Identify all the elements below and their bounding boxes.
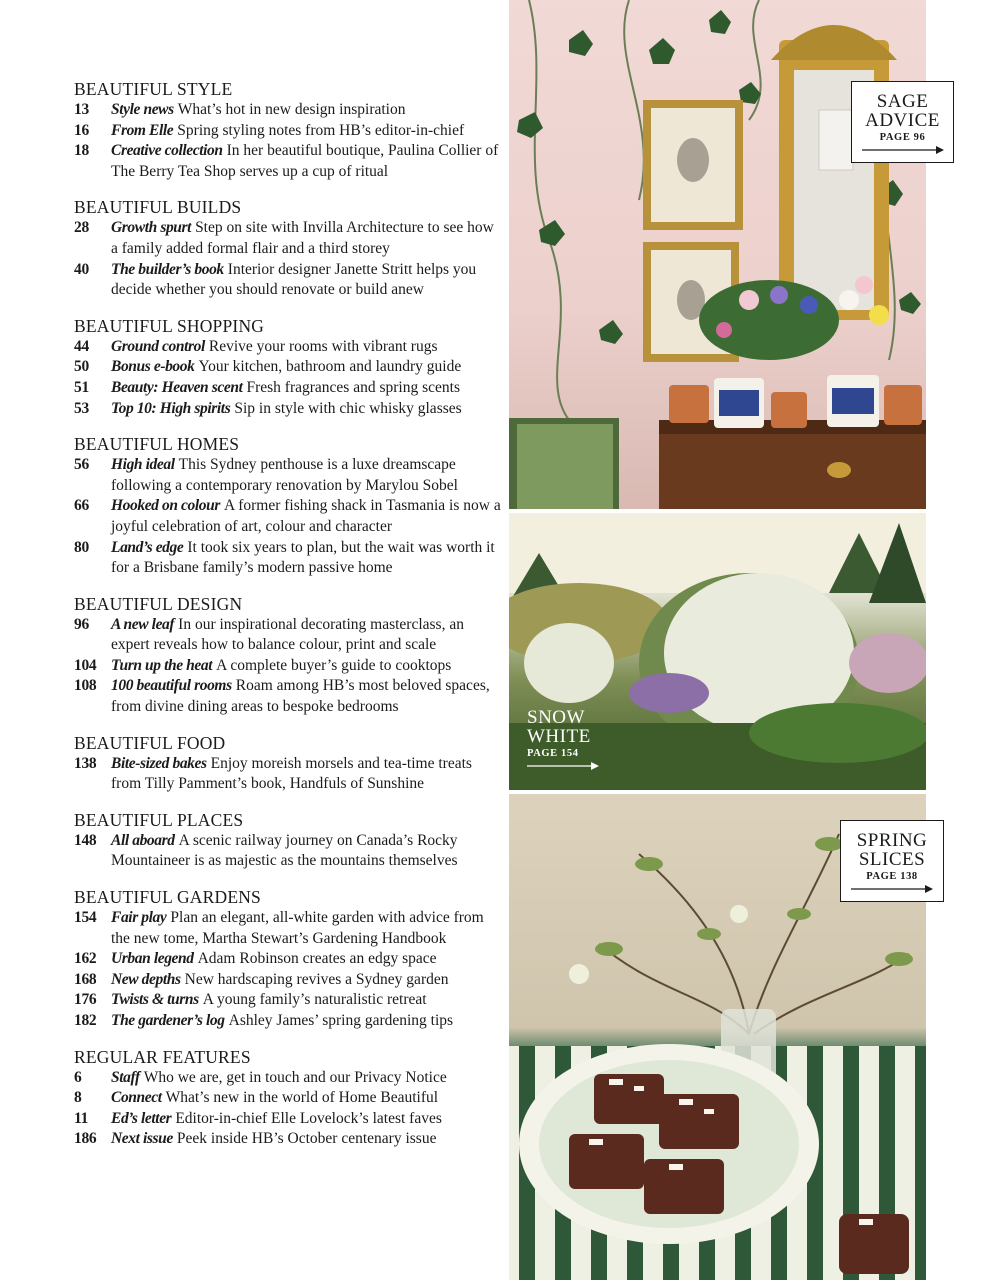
toc-entry[interactable] bbox=[74, 357, 504, 378]
entry-body bbox=[111, 908, 504, 949]
toc-entry[interactable] bbox=[74, 399, 504, 420]
callout-page-ref: PAGE 138 bbox=[866, 871, 918, 882]
interior-illustration bbox=[509, 0, 926, 509]
table-of-contents bbox=[74, 78, 504, 1164]
entry-title: New depths bbox=[111, 970, 181, 988]
entry-body bbox=[111, 970, 504, 991]
entry-body bbox=[111, 100, 504, 121]
entry-description: A young family’s naturalistic retreat bbox=[202, 991, 427, 1009]
section-title: BEAUTIFUL FOOD bbox=[74, 732, 226, 753]
page-number: 11 bbox=[74, 1109, 89, 1127]
section-title: BEAUTIFUL GARDENS bbox=[74, 887, 261, 908]
entry-body bbox=[111, 990, 504, 1011]
toc-entry[interactable] bbox=[74, 378, 504, 399]
section-title: BEAUTIFUL HOMES bbox=[74, 434, 240, 455]
toc-section bbox=[74, 732, 504, 795]
page-number: 56 bbox=[74, 456, 89, 474]
entry-title: Urban legend bbox=[111, 950, 194, 968]
entry-body bbox=[111, 141, 504, 182]
toc-entry[interactable] bbox=[74, 141, 504, 182]
entry-description: Your kitchen, bathroom and laundry guide bbox=[198, 358, 462, 376]
toc-entry[interactable] bbox=[74, 218, 504, 259]
entry-title: The gardener’s log bbox=[111, 1012, 225, 1029]
entry-description: A scenic railway journey on Canada’s Rocky Mountaineer is as majestic as the mountains themselves bbox=[111, 831, 458, 870]
toc-entry[interactable] bbox=[74, 455, 504, 496]
entry-description: In her beautiful boutique, Paulina Collier of The Berry Tea Shop serves up a cup of ritual bbox=[111, 142, 499, 180]
entry-title: High ideal bbox=[111, 456, 175, 474]
entry-body bbox=[111, 538, 504, 579]
callout-title-line2: WHITE bbox=[527, 726, 591, 747]
entry-title: Land’s edge bbox=[111, 538, 184, 556]
snow-white-callout[interactable] bbox=[527, 708, 599, 770]
entry-title: Growth spurt bbox=[111, 219, 192, 237]
entry-body bbox=[111, 1088, 504, 1109]
entry-description: In our inspirational decorating masterclass, an expert reveals how to balance colour, print and scale bbox=[111, 615, 464, 654]
callout-title-line1: SPRING bbox=[856, 830, 928, 851]
entry-title: Ed’s letter bbox=[111, 1109, 172, 1127]
toc-section bbox=[74, 809, 504, 872]
entry-title: The builder’s book bbox=[111, 260, 224, 278]
callout-page-ref: PAGE 96 bbox=[879, 132, 926, 143]
page-number: 44 bbox=[74, 337, 89, 355]
entry-body bbox=[111, 615, 504, 656]
toc-entry[interactable] bbox=[74, 1088, 504, 1109]
entry-title: Staff bbox=[111, 1068, 140, 1086]
page-number: 148 bbox=[74, 831, 97, 849]
entry-title: Beauty: Heaven scent bbox=[111, 378, 243, 396]
callout-title-line1: SAGE bbox=[876, 91, 929, 112]
toc-entry[interactable] bbox=[74, 496, 504, 537]
arrow-right-icon bbox=[862, 146, 944, 154]
toc-entry[interactable] bbox=[74, 908, 504, 949]
page-number: 186 bbox=[74, 1130, 97, 1148]
entry-title: Style news bbox=[111, 101, 174, 118]
entry-description: A former fishing shack in Tasmania is now a joyful celebration of art, colour and character bbox=[111, 497, 501, 535]
entry-title: Bonus e-book bbox=[111, 358, 195, 376]
entry-description: It took six years to plan, but the wait was worth it for a Brisbane family’s modern passive home bbox=[111, 538, 495, 577]
callout-title-line2: ADVICE bbox=[865, 110, 940, 131]
arrow-right-icon bbox=[527, 762, 599, 770]
entry-description: This Sydney penthouse is a luxe dreamscape following a contemporary renovation by Marylou Sobel bbox=[111, 456, 458, 494]
entry-description: A complete buyer’s guide to cooktops bbox=[216, 656, 452, 674]
toc-entry[interactable] bbox=[74, 831, 504, 872]
page-number: 28 bbox=[74, 219, 89, 237]
toc-entry[interactable] bbox=[74, 656, 504, 677]
entry-title: A new leaf bbox=[111, 615, 175, 633]
entry-description: Fresh fragrances and spring scents bbox=[246, 378, 460, 396]
page-number: 162 bbox=[74, 950, 97, 968]
toc-section bbox=[74, 433, 504, 579]
entry-body bbox=[111, 1129, 504, 1150]
entry-title: 100 beautiful rooms bbox=[111, 677, 232, 695]
entry-title: Hooked on colour bbox=[111, 497, 220, 515]
page-number: 96 bbox=[74, 615, 89, 633]
entry-title: Connect bbox=[111, 1089, 162, 1107]
entry-description: What’s new in the world of Home Beautiful bbox=[165, 1089, 439, 1107]
page-number: 80 bbox=[74, 538, 89, 556]
sage-advice-callout[interactable] bbox=[851, 81, 954, 163]
spring-slices-callout[interactable] bbox=[840, 820, 944, 902]
page-number: 168 bbox=[74, 970, 97, 988]
toc-entry[interactable] bbox=[74, 337, 504, 358]
toc-entry[interactable] bbox=[74, 100, 504, 121]
toc-entry[interactable] bbox=[74, 538, 504, 579]
entry-description: Enjoy moreish morsels and tea-time treats from Tilly Pamment’s book, Handfuls of Sunshine bbox=[111, 754, 472, 793]
entry-description: Editor-in-chief Elle Lovelock’s latest faves bbox=[175, 1109, 442, 1127]
toc-entry[interactable] bbox=[74, 676, 504, 717]
toc-entry[interactable] bbox=[74, 260, 504, 301]
page-number: 16 bbox=[74, 121, 89, 139]
entry-description: Sip in style with chic whisky glasses bbox=[234, 399, 462, 417]
entry-body bbox=[111, 831, 504, 872]
entry-title: Top 10: High spirits bbox=[111, 399, 231, 417]
entry-title: Twists & turns bbox=[111, 991, 199, 1009]
toc-entry[interactable] bbox=[74, 615, 504, 656]
entry-body bbox=[111, 656, 504, 677]
entry-description: Ashley James’ spring gardening tips bbox=[228, 1012, 454, 1029]
entry-description: Adam Robinson creates an edgy space bbox=[197, 950, 437, 968]
entry-body bbox=[111, 218, 504, 259]
page-number: 18 bbox=[74, 142, 89, 160]
page-number: 8 bbox=[74, 1089, 82, 1107]
toc-section bbox=[74, 196, 504, 300]
entry-body bbox=[111, 399, 504, 420]
section-title: BEAUTIFUL BUILDS bbox=[74, 197, 242, 218]
page-number: 104 bbox=[74, 656, 97, 674]
entry-body bbox=[111, 496, 504, 537]
entry-title: From Elle bbox=[111, 121, 174, 139]
entry-title: All aboard bbox=[111, 831, 175, 849]
entry-body bbox=[111, 1011, 504, 1032]
entry-title: Turn up the heat bbox=[111, 656, 213, 674]
page-number: 53 bbox=[74, 399, 89, 417]
toc-entry[interactable] bbox=[74, 121, 504, 142]
page-number: 66 bbox=[74, 497, 89, 515]
interior-photo bbox=[509, 0, 926, 509]
section-title: BEAUTIFUL PLACES bbox=[74, 809, 244, 830]
callout-title-line1: SNOW bbox=[527, 707, 585, 728]
entry-body bbox=[111, 1068, 504, 1089]
entry-body bbox=[111, 754, 504, 795]
toc-entry[interactable] bbox=[74, 1109, 504, 1130]
entry-body bbox=[111, 1109, 504, 1130]
arrow-right-icon bbox=[851, 885, 933, 893]
entry-description: Step on site with Invilla Architecture to see how a family added formal flair and a third storey bbox=[111, 219, 494, 257]
entry-body bbox=[111, 337, 504, 358]
toc-entry[interactable] bbox=[74, 1011, 504, 1032]
entry-title: Ground control bbox=[111, 337, 205, 355]
page-number: 138 bbox=[74, 754, 97, 772]
entry-description: Peek inside HB’s October centenary issue bbox=[176, 1130, 437, 1148]
page-number: 154 bbox=[74, 909, 97, 927]
page-number: 176 bbox=[74, 991, 97, 1009]
entry-body bbox=[111, 357, 504, 378]
entry-body bbox=[111, 378, 504, 399]
entry-body bbox=[111, 121, 504, 142]
toc-section bbox=[74, 1046, 504, 1150]
entry-body bbox=[111, 455, 504, 496]
entry-description: Interior designer Janette Stritt helps you decide whether you should renovate or build anew bbox=[111, 260, 477, 299]
section-title: BEAUTIFUL DESIGN bbox=[74, 593, 243, 614]
entry-title: Next issue bbox=[111, 1130, 173, 1148]
section-title: REGULAR FEATURES bbox=[74, 1046, 251, 1067]
toc-entry[interactable] bbox=[74, 1068, 504, 1089]
toc-section bbox=[74, 315, 504, 419]
entry-description: Plan an elegant, all-white garden with advice from the new tome, Martha Stewart’s Gardening Handbook bbox=[111, 909, 484, 947]
toc-section bbox=[74, 593, 504, 718]
entry-description: Revive your rooms with vibrant rugs bbox=[208, 337, 438, 355]
toc-entry[interactable] bbox=[74, 990, 504, 1011]
entry-description: New hardscaping revives a Sydney garden bbox=[184, 970, 449, 988]
toc-entry[interactable] bbox=[74, 754, 504, 795]
entry-title: Fair play bbox=[111, 909, 167, 927]
entry-description: What’s hot in new design inspiration bbox=[177, 101, 406, 118]
page-number: 13 bbox=[74, 101, 89, 118]
callout-title-line2: SLICES bbox=[858, 849, 926, 870]
section-title: BEAUTIFUL STYLE bbox=[74, 79, 233, 99]
toc-section bbox=[74, 886, 504, 1032]
callout-page-ref: PAGE 154 bbox=[527, 748, 579, 759]
page-number: 40 bbox=[74, 260, 89, 278]
section-title: BEAUTIFUL SHOPPING bbox=[74, 315, 265, 336]
entry-description: Who we are, get in touch and our Privacy Notice bbox=[143, 1068, 447, 1086]
page-number: 108 bbox=[74, 677, 97, 695]
page-number: 6 bbox=[74, 1068, 82, 1086]
entry-body bbox=[111, 676, 504, 717]
entry-description: Spring styling notes from HB’s editor-in-chief bbox=[177, 121, 465, 139]
page-number: 50 bbox=[74, 358, 89, 376]
toc-entry[interactable] bbox=[74, 1129, 504, 1150]
toc-entry[interactable] bbox=[74, 949, 504, 970]
entry-description: Roam among HB’s most beloved spaces, from divine dining areas to bespoke bedrooms bbox=[111, 677, 490, 716]
page-number: 182 bbox=[74, 1012, 97, 1029]
entry-title: Bite-sized bakes bbox=[111, 754, 207, 772]
toc-entry[interactable] bbox=[74, 970, 504, 991]
entry-body bbox=[111, 949, 504, 970]
entry-body bbox=[111, 260, 504, 301]
toc-section bbox=[74, 78, 504, 182]
page-number: 51 bbox=[74, 378, 89, 396]
entry-title: Creative collection bbox=[111, 142, 223, 160]
